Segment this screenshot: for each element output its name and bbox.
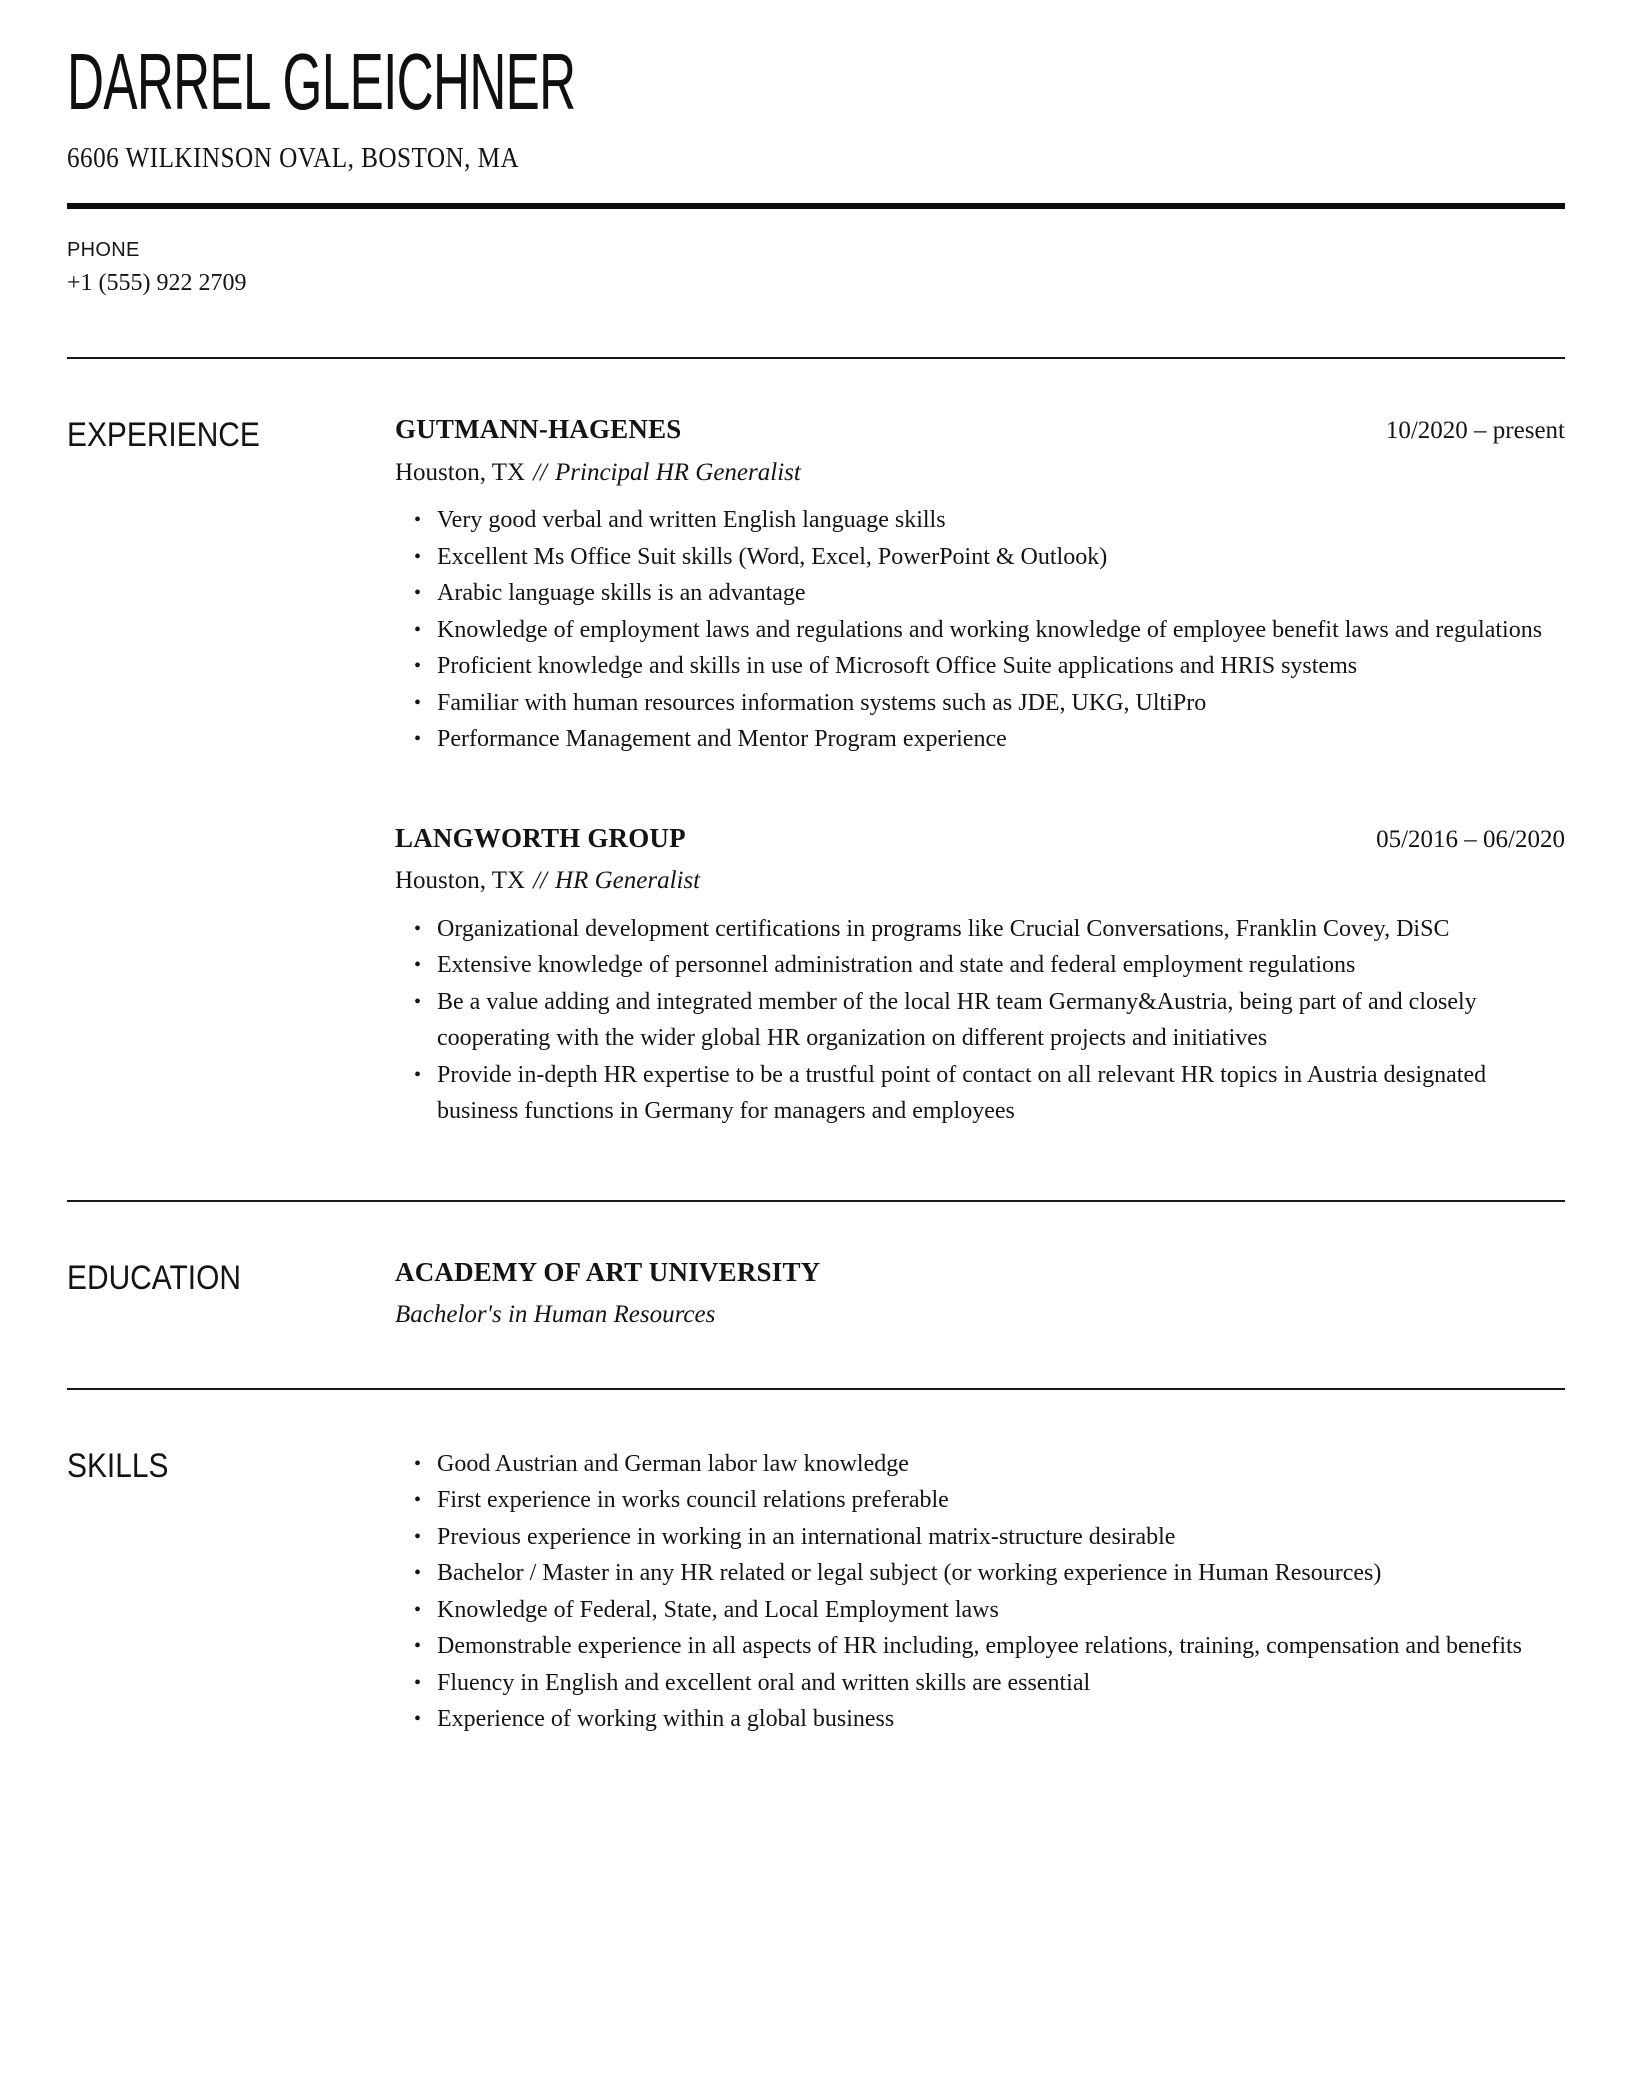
skills-content (395, 1446, 1565, 1738)
bullet-item: • Arabic language skills is an advantage (395, 575, 1565, 612)
bullet-item: • Provide in-depth HR expertise to be a trustful point of contact on all relevant HR topics in Austria designated business functions in Germany for managers and employees (395, 1057, 1565, 1130)
experience-section (67, 415, 1565, 1130)
experience-label-column (67, 415, 395, 455)
education-section-label: EDUCATION (67, 1258, 241, 1297)
job-title: HR Generalist (555, 867, 701, 895)
phone-value: +1 (555) 922 2709 (67, 269, 247, 296)
section-divider (67, 1388, 1565, 1390)
bullet-item: • Demonstrable experience in all aspects of HR including, employee relations, training, compensation and benefits (395, 1628, 1565, 1665)
bullet-item: • Excellent Ms Office Suit skills (Word, Excel, PowerPoint & Outlook) (395, 539, 1565, 576)
phone-label: PHONE (67, 238, 140, 261)
company-name: LANGWORTH GROUP (395, 822, 686, 853)
job-subheader (395, 867, 1565, 896)
job-entry-1 (395, 415, 1565, 758)
school-name: ACADEMY OF ART UNIVERSITY (395, 1256, 821, 1287)
bullet-item: • Experience of working within a global business (395, 1701, 1565, 1738)
experience-section-label: EXPERIENCE (67, 416, 260, 455)
skills-bullet-list (395, 1446, 1565, 1738)
candidate-name: DARREL GLEICHNER (67, 37, 576, 126)
bullet-item: • Knowledge of Federal, State, and Local Employment laws (395, 1592, 1565, 1629)
bullet-item: • Familiar with human resources information systems such as JDE, UKG, UltiPro (395, 685, 1565, 722)
candidate-address: 6606 WILKINSON OVAL, BOSTON, MA (67, 143, 520, 174)
job-dates: 10/2020 – present (1385, 417, 1565, 445)
skills-section (67, 1446, 1565, 1738)
bullet-item: • Previous experience in working in an international matrix-structure desirable (395, 1519, 1565, 1556)
job-title: Principal HR Generalist (555, 458, 801, 486)
job-bullet-list (395, 911, 1565, 1130)
company-name: GUTMANN-HAGENES (395, 414, 682, 445)
bullet-item: • First experience in works council relations preferable (395, 1482, 1565, 1519)
experience-content (395, 415, 1565, 1130)
job-location: Houston, TX (395, 867, 526, 895)
degree-name: Bachelor's in Human Resources (395, 1301, 716, 1329)
resume-header (67, 37, 1565, 175)
bullet-item: • Organizational development certifications in programs like Crucial Conversations, Franklin Covey, DiSC (395, 911, 1565, 948)
section-divider (67, 357, 1565, 359)
job-header (395, 415, 1565, 444)
skills-section-label: SKILLS (67, 1446, 169, 1485)
bullet-item: • Proficient knowledge and skills in use of Microsoft Office Suite applications and HRIS systems (395, 648, 1565, 685)
bullet-item: • Fluency in English and excellent oral and written skills are essential (395, 1665, 1565, 1702)
job-bullet-list (395, 502, 1565, 758)
bullet-item: • Be a value adding and integrated member of the local HR team Germany&Austria, being part of and closely cooperating with the wider global HR organization on different projects and initiatives (395, 984, 1565, 1057)
contact-section (67, 239, 1565, 298)
header-divider (67, 203, 1565, 209)
skills-label-column (67, 1446, 395, 1483)
education-section (67, 1258, 1565, 1330)
education-content (395, 1258, 1565, 1330)
bullet-item: • Good Austrian and German labor law knowledge (395, 1446, 1565, 1483)
bullet-item: • Extensive knowledge of personnel administration and state and federal employment regulations (395, 947, 1565, 984)
bullet-item: • Knowledge of employment laws and regulations and working knowledge of employee benefit laws and regulations (395, 612, 1565, 649)
bullet-item: • Performance Management and Mentor Program experience (395, 721, 1565, 758)
job-subheader (395, 459, 1565, 488)
bullet-item: • Very good verbal and written English language skills (395, 502, 1565, 539)
bullet-item: • Bachelor / Master in any HR related or legal subject (or working experience in Human Resources) (395, 1555, 1565, 1592)
job-location: Houston, TX (395, 458, 526, 486)
location-title-separator: // (533, 867, 548, 895)
location-title-separator: // (533, 458, 548, 486)
job-entry-2 (395, 824, 1565, 1130)
education-label-column (67, 1258, 395, 1295)
job-header (395, 824, 1565, 853)
job-dates: 05/2016 – 06/2020 (1376, 825, 1565, 853)
section-divider (67, 1200, 1565, 1202)
